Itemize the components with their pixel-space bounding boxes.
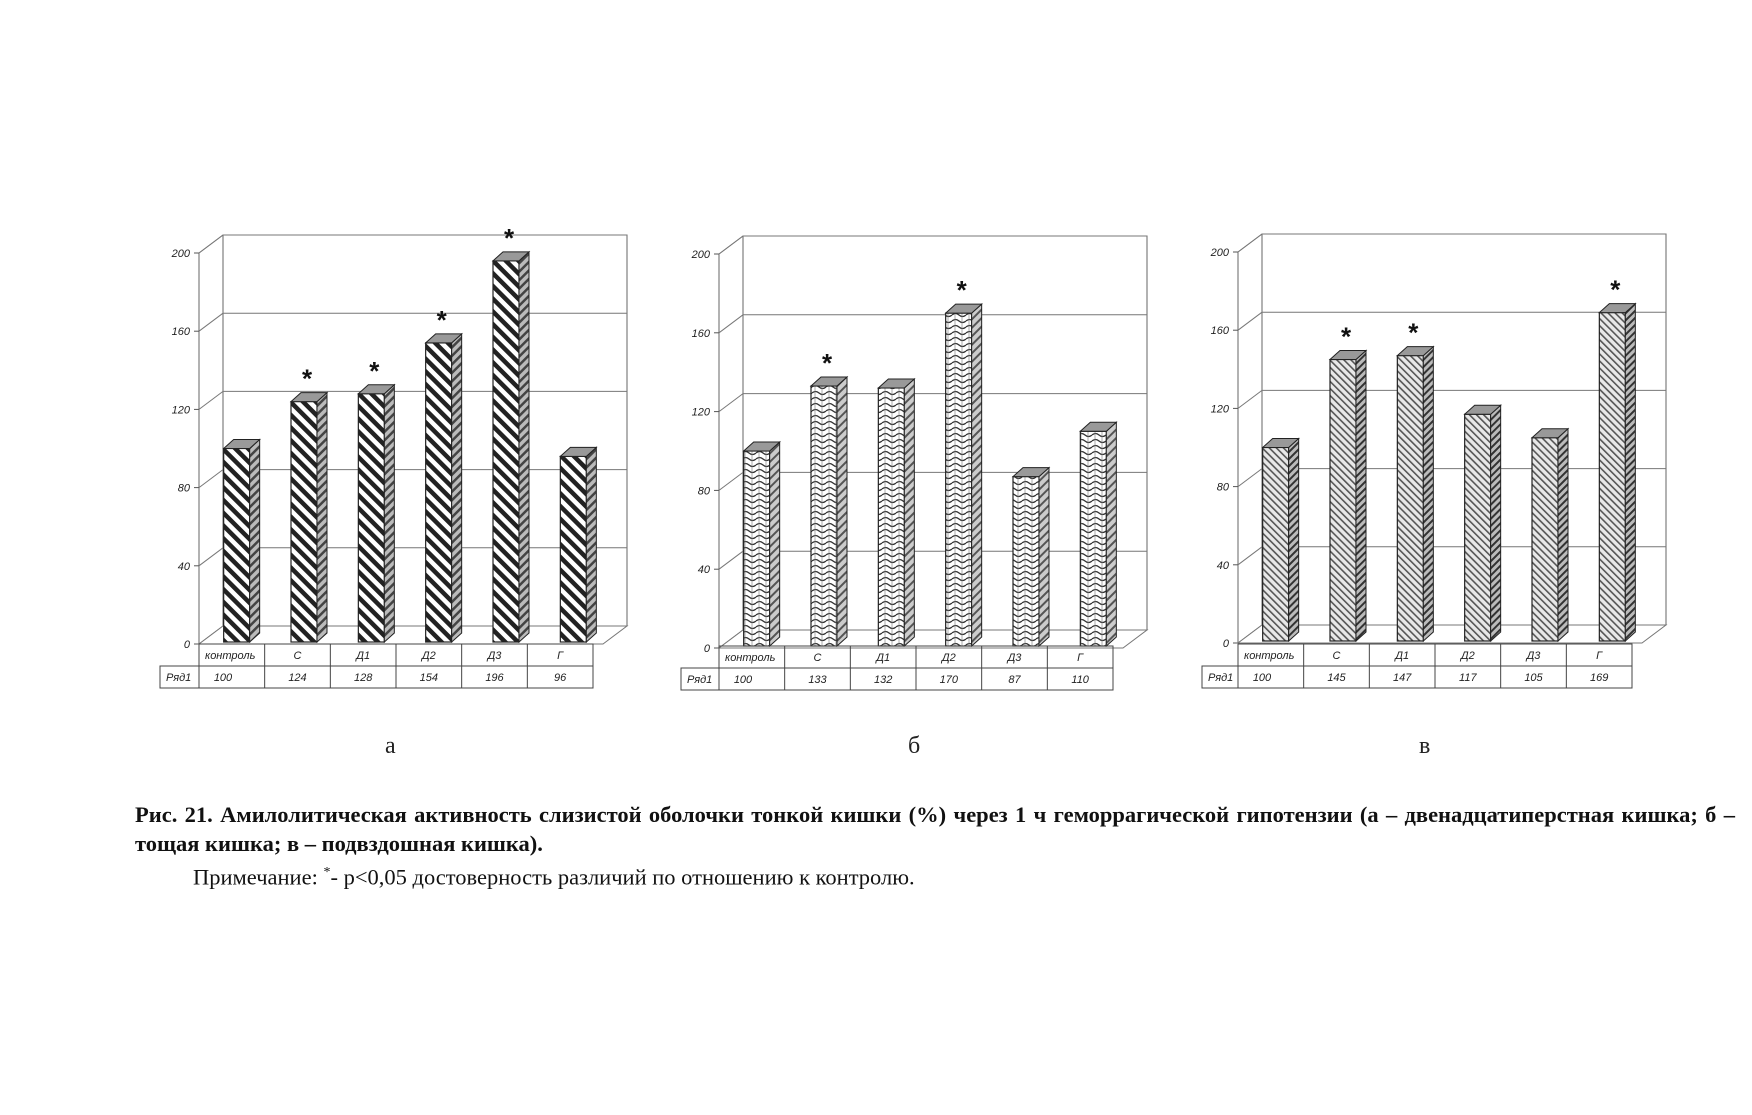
- bar-side: [384, 385, 394, 642]
- y-tick-label: 40: [697, 564, 710, 577]
- bar-side: [1558, 429, 1568, 641]
- caption-note: [135, 858, 1735, 892]
- caption-note-text: - р<0,05 достоверность различий по отношению к контролю.: [330, 864, 915, 890]
- table-value-label: 147: [1392, 672, 1412, 684]
- bar-side: [452, 334, 462, 642]
- gridline-depth: [719, 236, 743, 254]
- y-tick-label: 120: [171, 404, 190, 417]
- significance-star: *: [1340, 321, 1352, 352]
- table-value-label: 96: [554, 672, 567, 684]
- gridline-depth: [719, 551, 743, 569]
- table-series-label: Ряд1: [687, 674, 713, 686]
- table-category-label: Д2: [941, 652, 956, 664]
- table-value-label: 132: [873, 674, 893, 686]
- y-tick-label: 160: [1210, 325, 1229, 338]
- bar-front: [560, 456, 586, 642]
- bar-side: [1625, 304, 1635, 641]
- bar-side: [972, 304, 982, 646]
- data-table: [1202, 644, 1632, 688]
- bar-side: [586, 447, 596, 642]
- bar-side: [1289, 439, 1299, 642]
- gridline-depth: [1238, 469, 1262, 487]
- y-tick-label: 200: [1210, 247, 1229, 259]
- bar-3: [426, 334, 462, 642]
- bar-front: [1263, 448, 1289, 642]
- bar-side: [250, 440, 260, 643]
- table-category-label: Д1: [356, 650, 371, 662]
- bar-side: [519, 252, 529, 642]
- gridline-depth: [199, 313, 223, 331]
- y-tick-label: 160: [691, 327, 710, 340]
- y-tick-label: 120: [1210, 403, 1229, 416]
- y-tick-label: 160: [171, 326, 190, 339]
- y-tick-label: 80: [697, 485, 710, 498]
- significance-star: *: [1408, 317, 1419, 348]
- bar-front: [946, 313, 972, 646]
- table-category-label: С: [1332, 650, 1341, 662]
- bar-0: [744, 442, 780, 646]
- bar-side: [837, 377, 847, 646]
- table-value-label: 133: [808, 674, 827, 686]
- chart-panel-0: [160, 223, 627, 688]
- bar-front: [426, 343, 452, 642]
- bar-front: [1013, 477, 1039, 646]
- bar-5: [1599, 304, 1635, 641]
- bar-front: [291, 402, 317, 642]
- gridline-depth: [719, 394, 743, 412]
- gridline-depth: [1238, 390, 1262, 408]
- data-table: [681, 646, 1113, 690]
- bar-front: [1080, 431, 1106, 646]
- table-value-label: 110: [1071, 674, 1089, 686]
- bar-4: [1532, 429, 1568, 641]
- y-tick-label: 0: [183, 639, 190, 651]
- bar-front: [224, 449, 250, 643]
- bar-front: [358, 394, 384, 642]
- y-tick-label: 40: [177, 560, 190, 573]
- table-value-label: 169: [1589, 672, 1609, 684]
- gridline-depth: [719, 472, 743, 490]
- table-category-label: Д1: [1395, 650, 1410, 662]
- table-category-label: С: [813, 652, 822, 664]
- bar-5: [1080, 422, 1116, 646]
- bar-front: [493, 261, 519, 642]
- table-value-label: 124: [288, 672, 307, 684]
- table-value-label: 145: [1327, 672, 1346, 684]
- bar-1: [1330, 351, 1366, 641]
- bar-0: [224, 440, 260, 643]
- table-category-label: С: [293, 650, 302, 662]
- y-tick-label: 80: [177, 482, 190, 495]
- bar-1: [291, 393, 327, 642]
- table-value-label: 117: [1459, 672, 1477, 684]
- bar-5: [560, 447, 596, 642]
- significance-star: *: [301, 363, 313, 394]
- gridline-depth: [719, 315, 743, 333]
- table-value-label: 128: [353, 672, 373, 684]
- gridline-depth: [199, 391, 223, 409]
- caption-note-prefix: Примечание:: [193, 864, 324, 890]
- significance-star: *: [1610, 274, 1621, 305]
- table-category-label: Г: [557, 650, 564, 662]
- bar-3: [1465, 405, 1501, 641]
- gridline-depth: [1238, 312, 1262, 330]
- bar-1: [811, 377, 847, 646]
- gridline-depth: [199, 470, 223, 488]
- gridline-depth: [199, 548, 223, 566]
- table-category-label: Д1: [876, 652, 891, 664]
- y-tick-label: 0: [1222, 638, 1229, 650]
- caption-title: Рис. 21. Амилолитическая активность слизистой оболочки тонкой кишки (%) через 1 ч геморрагической гипотензии (а – двенадцатиперстная кишка; б – тощая кишка; в – подвздошная кишка).: [135, 802, 1735, 856]
- y-tick-label: 200: [171, 248, 190, 260]
- figure-caption: [135, 800, 1735, 892]
- panel-label-a: а: [385, 733, 396, 759]
- panel-label-b: б: [908, 733, 921, 759]
- table-series-label: Ряд1: [166, 672, 192, 684]
- y-tick-label: 200: [691, 249, 710, 261]
- gridline-depth: [1238, 234, 1262, 252]
- table-category-label: Д3: [1007, 652, 1022, 664]
- data-table: [160, 644, 593, 688]
- bar-front: [1465, 414, 1491, 641]
- charts-layer: [160, 223, 1666, 690]
- table-series-label: Ряд1: [1208, 672, 1234, 684]
- bar-side: [1423, 347, 1433, 641]
- table-category-label: Г: [1596, 650, 1603, 662]
- bar-2: [1397, 347, 1433, 641]
- table-value-label: 100: [213, 672, 233, 684]
- gridline-depth: [1238, 547, 1262, 565]
- bar-4: [1013, 468, 1049, 646]
- bar-side: [904, 379, 914, 646]
- bar-3: [946, 304, 982, 646]
- table-value-label: 170: [939, 674, 959, 686]
- table-value-label: 105: [1524, 672, 1543, 684]
- table-value-label: 100: [1252, 672, 1272, 684]
- table-value-label: 196: [485, 672, 504, 684]
- bar-front: [1532, 438, 1558, 641]
- bar-side: [1039, 468, 1049, 646]
- table-category-label: Д3: [1526, 650, 1541, 662]
- panel-label-v: в: [1419, 733, 1431, 759]
- significance-star: *: [956, 275, 967, 306]
- bar-front: [1397, 356, 1423, 641]
- bar-side: [1491, 405, 1501, 641]
- bar-side: [1106, 422, 1116, 646]
- table-value-label: 87: [1008, 674, 1021, 686]
- bar-front: [744, 451, 770, 646]
- table-value-label: 154: [419, 672, 439, 684]
- y-tick-label: 120: [691, 406, 710, 419]
- bar-2: [358, 385, 394, 642]
- significance-star: *: [436, 304, 447, 335]
- gridline-depth: [199, 235, 223, 253]
- table-category-label: Д2: [421, 650, 436, 662]
- table-category-label: контроль: [1244, 650, 1295, 662]
- bar-4: [493, 252, 529, 642]
- bar-side: [770, 442, 780, 646]
- significance-star: *: [369, 355, 380, 386]
- significance-star: *: [821, 347, 833, 378]
- bar-front: [1599, 313, 1625, 641]
- bar-side: [317, 393, 327, 642]
- chart-panel-1: [681, 236, 1147, 690]
- significance-star: *: [503, 222, 515, 253]
- y-tick-label: 80: [1216, 481, 1229, 494]
- caption-note-marker: *: [323, 865, 331, 880]
- table-category-label: Д3: [487, 650, 502, 662]
- y-tick-label: 40: [1216, 559, 1229, 572]
- bar-0: [1263, 439, 1299, 642]
- bar-front: [1330, 360, 1356, 641]
- bar-side: [1356, 351, 1366, 641]
- bar-front: [811, 386, 837, 646]
- table-category-label: Г: [1077, 652, 1084, 664]
- y-tick-label: 0: [703, 643, 710, 655]
- chart-panel-2: [1202, 234, 1666, 688]
- table-category-label: контроль: [725, 652, 776, 664]
- bar-front: [878, 388, 904, 646]
- bar-2: [878, 379, 914, 646]
- table-category-label: Д2: [1460, 650, 1475, 662]
- table-category-label: контроль: [205, 650, 256, 662]
- table-value-label: 100: [733, 674, 753, 686]
